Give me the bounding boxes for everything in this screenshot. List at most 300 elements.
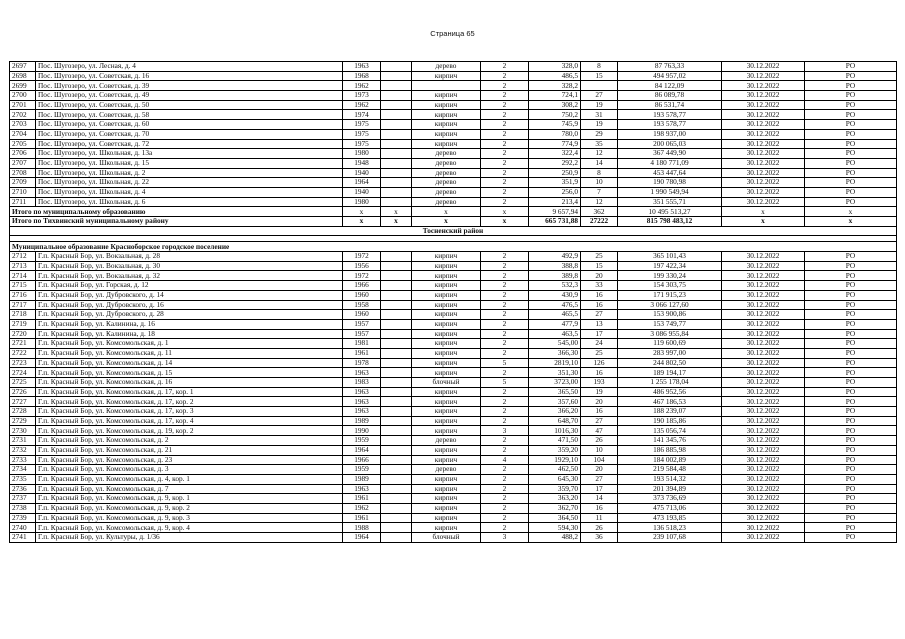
blank-cell <box>381 348 412 358</box>
cost-cell: 1 990 549,94 <box>618 187 722 197</box>
total-cost-cell: 815 798 483,12 <box>618 217 722 227</box>
address-cell: Г.п. Красный Бор, ул. Комсомольская, д. 9, кор. 3 <box>36 513 343 523</box>
row-number-cell: 2705 <box>10 139 36 149</box>
cost-cell: 171 915,23 <box>618 290 722 300</box>
row-number-cell: 2711 <box>10 197 36 207</box>
total-cost-cell: 10 495 513,27 <box>618 207 722 217</box>
type-cell: РО <box>805 197 897 207</box>
area-cell: 545,00 <box>529 339 581 349</box>
floors-cell: 2 <box>481 416 529 426</box>
residents-cell: 16 <box>581 368 618 378</box>
year-cell: 1961 <box>343 494 381 504</box>
area-cell: 292,2 <box>529 158 581 168</box>
year-cell: 1964 <box>343 533 381 543</box>
row-number-cell: 2720 <box>10 329 36 339</box>
area-cell: 351,9 <box>529 178 581 188</box>
blank-cell <box>381 149 412 159</box>
cost-cell: 239 107,68 <box>618 533 722 543</box>
total-blank-cell: x <box>381 217 412 227</box>
address-cell: Г.п. Красный Бор, ул. Комсомольская, д. 9, кор. 4 <box>36 523 343 533</box>
wall-material-cell: кирпич <box>412 252 481 262</box>
cost-cell: 201 394,89 <box>618 484 722 494</box>
year-cell: 1959 <box>343 465 381 475</box>
row-number-cell: 2700 <box>10 91 36 101</box>
floors-cell: 2 <box>481 261 529 271</box>
area-cell: 328,2 <box>529 81 581 91</box>
type-cell: РО <box>805 71 897 81</box>
wall-material-cell: кирпич <box>412 110 481 120</box>
address-cell: Г.п. Красный Бор, ул. Комсомольская, д. 23 <box>36 455 343 465</box>
blank-cell <box>381 455 412 465</box>
cost-cell: 197 422,34 <box>618 261 722 271</box>
date-cell: 30.12.2022 <box>722 436 805 446</box>
address-cell: Г.п. Красный Бор, ул. Комсомольская, д. 17, кор. 4 <box>36 416 343 426</box>
date-cell: 30.12.2022 <box>722 319 805 329</box>
area-cell: 250,9 <box>529 168 581 178</box>
wall-material-cell: блочный <box>412 378 481 388</box>
floors-cell: 2 <box>481 271 529 281</box>
area-cell: 362,70 <box>529 503 581 513</box>
wall-material-cell: кирпич <box>412 120 481 130</box>
cost-cell: 86 089,78 <box>618 91 722 101</box>
type-cell: РО <box>805 281 897 291</box>
address-cell: Г.п. Красный Бор, ул. Вокзальная, д. 32 <box>36 271 343 281</box>
year-cell: 1978 <box>343 358 381 368</box>
type-cell: РО <box>805 436 897 446</box>
floors-cell: 2 <box>481 387 529 397</box>
table-row <box>10 91 897 101</box>
table-row <box>10 110 897 120</box>
cost-cell: 494 957,02 <box>618 71 722 81</box>
date-cell: 30.12.2022 <box>722 358 805 368</box>
area-cell: 750,2 <box>529 110 581 120</box>
year-cell: 1968 <box>343 71 381 81</box>
year-cell: 1989 <box>343 416 381 426</box>
residents-cell: 19 <box>581 387 618 397</box>
area-cell: 492,9 <box>529 252 581 262</box>
row-number-cell: 2735 <box>10 474 36 484</box>
date-cell: 30.12.2022 <box>722 261 805 271</box>
row-number-cell: 2729 <box>10 416 36 426</box>
floors-cell: 2 <box>481 178 529 188</box>
year-cell: 1963 <box>343 62 381 72</box>
type-cell: РО <box>805 455 897 465</box>
table-row <box>10 187 897 197</box>
residents-cell: 20 <box>581 465 618 475</box>
row-number-cell: 2709 <box>10 178 36 188</box>
floors-cell: 2 <box>481 484 529 494</box>
municipality-heading: Муниципальное образование Красноборское городское поселение <box>10 242 897 252</box>
date-cell: 30.12.2022 <box>722 197 805 207</box>
table-row <box>10 129 897 139</box>
residents-cell: 25 <box>581 252 618 262</box>
wall-material-cell: кирпич <box>412 348 481 358</box>
type-cell: РО <box>805 465 897 475</box>
floors-cell: 2 <box>481 100 529 110</box>
area-cell: 366,20 <box>529 407 581 417</box>
year-cell: 1957 <box>343 319 381 329</box>
wall-material-cell: кирпич <box>412 523 481 533</box>
date-cell: 30.12.2022 <box>722 290 805 300</box>
address-cell: Пос. Шугозеро, ул. Школьная, д. 22 <box>36 178 343 188</box>
residents-cell: 17 <box>581 329 618 339</box>
residents-cell: 27 <box>581 310 618 320</box>
floors-cell: 2 <box>481 158 529 168</box>
year-cell: 1963 <box>343 484 381 494</box>
residents-cell: 193 <box>581 378 618 388</box>
cost-cell: 153 749,77 <box>618 319 722 329</box>
floors-cell: 2 <box>481 523 529 533</box>
residents-cell: 10 <box>581 178 618 188</box>
wall-material-cell: кирпич <box>412 100 481 110</box>
type-cell: РО <box>805 91 897 101</box>
year-cell: 1956 <box>343 261 381 271</box>
floors-cell: 2 <box>481 339 529 349</box>
year-cell: 1975 <box>343 129 381 139</box>
total-row-district <box>10 217 897 227</box>
table-row <box>10 407 897 417</box>
area-cell: 724,1 <box>529 91 581 101</box>
residents-cell: 27 <box>581 416 618 426</box>
residents-cell: 27 <box>581 474 618 484</box>
cost-cell: 4 180 771,09 <box>618 158 722 168</box>
type-cell: РО <box>805 445 897 455</box>
table-row <box>10 387 897 397</box>
date-cell: 30.12.2022 <box>722 455 805 465</box>
row-number-cell: 2697 <box>10 62 36 72</box>
date-cell: 30.12.2022 <box>722 445 805 455</box>
type-cell: РО <box>805 358 897 368</box>
floors-cell: 2 <box>481 348 529 358</box>
year-cell: 1940 <box>343 187 381 197</box>
row-number-cell: 2723 <box>10 358 36 368</box>
type-cell: РО <box>805 100 897 110</box>
wall-material-cell: дерево <box>412 168 481 178</box>
year-cell: 1960 <box>343 290 381 300</box>
year-cell: 1961 <box>343 348 381 358</box>
blank-cell <box>381 523 412 533</box>
type-cell: РО <box>805 310 897 320</box>
type-cell: РО <box>805 397 897 407</box>
row-number-cell: 2713 <box>10 261 36 271</box>
table-row <box>10 100 897 110</box>
blank-cell <box>381 178 412 188</box>
total-year-cell: x <box>343 207 381 217</box>
address-cell: Г.п. Красный Бор, ул. Комсомольская, д. 17, кор. 3 <box>36 407 343 417</box>
date-cell: 30.12.2022 <box>722 494 805 504</box>
address-cell: Г.п. Красный Бор, ул. Комсомольская, д. 15 <box>36 368 343 378</box>
cost-cell: 190 185,86 <box>618 416 722 426</box>
residents-cell: 14 <box>581 158 618 168</box>
cost-cell: 186 885,98 <box>618 445 722 455</box>
row-number-cell: 2727 <box>10 397 36 407</box>
floors-cell: 2 <box>481 91 529 101</box>
year-cell: 1961 <box>343 513 381 523</box>
year-cell: 1964 <box>343 178 381 188</box>
cost-cell: 135 056,74 <box>618 426 722 436</box>
type-cell: РО <box>805 252 897 262</box>
table-row <box>10 271 897 281</box>
table-row <box>10 319 897 329</box>
total-label: Итого по муниципальному образованию <box>10 207 343 217</box>
wall-material-cell: дерево <box>412 62 481 72</box>
area-cell: 3723,00 <box>529 378 581 388</box>
table-row <box>10 329 897 339</box>
type-cell: РО <box>805 120 897 130</box>
table-row <box>10 81 897 91</box>
table-row <box>10 168 897 178</box>
row-number-cell: 2740 <box>10 523 36 533</box>
date-cell: 30.12.2022 <box>722 378 805 388</box>
date-cell: 30.12.2022 <box>722 178 805 188</box>
cost-cell: 153 900,86 <box>618 310 722 320</box>
wall-material-cell: кирпич <box>412 281 481 291</box>
wall-material-cell: кирпич <box>412 474 481 484</box>
total-year-cell: x <box>343 217 381 227</box>
cost-cell: 198 937,00 <box>618 129 722 139</box>
page-number-label: Страница 65 <box>430 29 475 38</box>
year-cell: 1963 <box>343 397 381 407</box>
row-number-cell: 2704 <box>10 129 36 139</box>
wall-material-cell: кирпич <box>412 319 481 329</box>
residents-cell: 16 <box>581 503 618 513</box>
year-cell: 1972 <box>343 271 381 281</box>
total-date-cell: x <box>722 217 805 227</box>
table-row <box>10 426 897 436</box>
residents-cell: 126 <box>581 358 618 368</box>
area-cell: 1929,10 <box>529 455 581 465</box>
blank-cell <box>381 503 412 513</box>
date-cell: 30.12.2022 <box>722 387 805 397</box>
table-row <box>10 62 897 72</box>
residents-cell: 31 <box>581 110 618 120</box>
table-row <box>10 197 897 207</box>
date-cell: 30.12.2022 <box>722 62 805 72</box>
area-cell: 488,2 <box>529 533 581 543</box>
cost-cell: 473 193,85 <box>618 513 722 523</box>
address-cell: Пос. Шугозеро, ул. Школьная, д. 15 <box>36 158 343 168</box>
total-material-cell: x <box>412 207 481 217</box>
type-cell: РО <box>805 426 897 436</box>
address-cell: Пос. Шугозеро, ул. Советская, д. 70 <box>36 129 343 139</box>
wall-material-cell: кирпич <box>412 513 481 523</box>
wall-material-cell: кирпич <box>412 484 481 494</box>
blank-cell <box>381 110 412 120</box>
row-number-cell: 2721 <box>10 339 36 349</box>
cost-cell: 184 002,89 <box>618 455 722 465</box>
residents-cell: 36 <box>581 533 618 543</box>
type-cell: РО <box>805 178 897 188</box>
wall-material-cell: кирпич <box>412 310 481 320</box>
type-cell: РО <box>805 158 897 168</box>
address-cell: Г.п. Красный Бор, ул. Комсомольская, д. 9, кор. 1 <box>36 494 343 504</box>
wall-material-cell: кирпич <box>412 271 481 281</box>
date-cell: 30.12.2022 <box>722 100 805 110</box>
row-number-cell: 2718 <box>10 310 36 320</box>
row-number-cell: 2712 <box>10 252 36 262</box>
area-cell: 477,9 <box>529 319 581 329</box>
table-row <box>10 455 897 465</box>
type-cell: РО <box>805 474 897 484</box>
type-cell: РО <box>805 407 897 417</box>
area-cell: 774,9 <box>529 139 581 149</box>
date-cell: 30.12.2022 <box>722 513 805 523</box>
blank-cell <box>381 71 412 81</box>
cost-cell: 453 447,64 <box>618 168 722 178</box>
floors-cell: 2 <box>481 252 529 262</box>
row-number-cell: 2706 <box>10 149 36 159</box>
row-number-cell: 2738 <box>10 503 36 513</box>
row-number-cell: 2708 <box>10 168 36 178</box>
address-cell: Г.п. Красный Бор, ул. Комсомольская, д. 9, кор. 2 <box>36 503 343 513</box>
address-cell: Г.п. Красный Бор, ул. Комсомольская, д. 17, кор. 1 <box>36 387 343 397</box>
address-cell: Пос. Шугозеро, ул. Школьная, д. 6 <box>36 197 343 207</box>
type-cell: РО <box>805 533 897 543</box>
cost-cell: 188 239,07 <box>618 407 722 417</box>
date-cell: 30.12.2022 <box>722 252 805 262</box>
row-number-cell: 2719 <box>10 319 36 329</box>
date-cell: 30.12.2022 <box>722 329 805 339</box>
wall-material-cell: блочный <box>412 533 481 543</box>
date-cell: 30.12.2022 <box>722 465 805 475</box>
total-date-cell: x <box>722 207 805 217</box>
residents-cell: 25 <box>581 348 618 358</box>
cost-cell: 136 518,23 <box>618 523 722 533</box>
cost-cell: 200 065,03 <box>618 139 722 149</box>
type-cell: РО <box>805 139 897 149</box>
area-cell: 363,20 <box>529 494 581 504</box>
row-number-cell: 2702 <box>10 110 36 120</box>
blank-cell <box>381 271 412 281</box>
blank-cell <box>381 465 412 475</box>
blank-cell <box>381 310 412 320</box>
blank-cell <box>381 281 412 291</box>
blank-cell <box>381 290 412 300</box>
blank-cell <box>381 158 412 168</box>
area-cell: 1016,30 <box>529 426 581 436</box>
cost-cell: 3 086 955,84 <box>618 329 722 339</box>
area-cell: 389,8 <box>529 271 581 281</box>
date-cell: 30.12.2022 <box>722 129 805 139</box>
row-number-cell: 2739 <box>10 513 36 523</box>
residents-cell: 15 <box>581 261 618 271</box>
date-cell: 30.12.2022 <box>722 503 805 513</box>
cost-cell: 87 763,33 <box>618 62 722 72</box>
date-cell: 30.12.2022 <box>722 426 805 436</box>
residents-cell: 16 <box>581 300 618 310</box>
blank-cell <box>381 339 412 349</box>
floors-cell: 2 <box>481 71 529 81</box>
year-cell: 1940 <box>343 168 381 178</box>
date-cell: 30.12.2022 <box>722 339 805 349</box>
row-number-cell: 2736 <box>10 484 36 494</box>
address-cell: Г.п. Красный Бор, ул. Вокзальная, д. 30 <box>36 261 343 271</box>
blank-cell <box>381 358 412 368</box>
district-heading-row <box>10 226 897 236</box>
floors-cell: 5 <box>481 358 529 368</box>
cost-cell: 119 600,69 <box>618 339 722 349</box>
wall-material-cell: кирпич <box>412 397 481 407</box>
residents-cell: 26 <box>581 436 618 446</box>
floors-cell: 5 <box>481 378 529 388</box>
year-cell: 1973 <box>343 91 381 101</box>
date-cell: 30.12.2022 <box>722 407 805 417</box>
type-cell: РО <box>805 484 897 494</box>
blank-cell <box>381 484 412 494</box>
area-cell: 351,30 <box>529 368 581 378</box>
total-blank-cell: x <box>381 207 412 217</box>
type-cell: РО <box>805 513 897 523</box>
blank-cell <box>381 474 412 484</box>
area-cell: 471,50 <box>529 436 581 446</box>
type-cell: РО <box>805 368 897 378</box>
type-cell: РО <box>805 523 897 533</box>
residents-cell: 27 <box>581 91 618 101</box>
residents-cell: 29 <box>581 129 618 139</box>
year-cell: 1990 <box>343 426 381 436</box>
address-cell: Г.п. Красный Бор, ул. Комсомольская, д. 19, кор. 2 <box>36 426 343 436</box>
area-cell: 365,50 <box>529 387 581 397</box>
address-cell: Г.п. Красный Бор, ул. Комсомольская, д. 4, кор. 1 <box>36 474 343 484</box>
wall-material-cell: кирпич <box>412 339 481 349</box>
floors-cell: 2 <box>481 139 529 149</box>
wall-material-cell: дерево <box>412 436 481 446</box>
table-row <box>10 348 897 358</box>
area-cell: 2819,10 <box>529 358 581 368</box>
area-cell: 388,8 <box>529 261 581 271</box>
address-cell: Г.п. Красный Бор, ул. Дубровского, д. 16 <box>36 300 343 310</box>
blank-cell <box>381 494 412 504</box>
date-cell: 30.12.2022 <box>722 484 805 494</box>
type-cell: РО <box>805 378 897 388</box>
address-cell: Пос. Шугозеро, ул. Советская, д. 72 <box>36 139 343 149</box>
floors-cell: 2 <box>481 513 529 523</box>
row-number-cell: 2707 <box>10 158 36 168</box>
area-cell: 648,70 <box>529 416 581 426</box>
date-cell: 30.12.2022 <box>722 120 805 130</box>
residents-cell: 12 <box>581 197 618 207</box>
year-cell: 1966 <box>343 281 381 291</box>
type-cell: РО <box>805 271 897 281</box>
wall-material-cell: кирпич <box>412 139 481 149</box>
table-row <box>10 149 897 159</box>
floors-cell: 2 <box>481 503 529 513</box>
wall-material-cell: кирпич <box>412 503 481 513</box>
area-cell: 357,60 <box>529 397 581 407</box>
residents-cell: 33 <box>581 281 618 291</box>
floors-cell: 2 <box>481 120 529 130</box>
table-row <box>10 445 897 455</box>
wall-material-cell: кирпич <box>412 368 481 378</box>
area-cell: 359,20 <box>529 445 581 455</box>
residents-cell: 19 <box>581 120 618 130</box>
table-row <box>10 368 897 378</box>
area-cell: 463,5 <box>529 329 581 339</box>
area-cell: 256,0 <box>529 187 581 197</box>
address-cell: Г.п. Красный Бор, ул. Комсомольская, д. 3 <box>36 465 343 475</box>
wall-material-cell: дерево <box>412 178 481 188</box>
blank-cell <box>381 407 412 417</box>
date-cell: 30.12.2022 <box>722 533 805 543</box>
year-cell: 1983 <box>343 378 381 388</box>
total-label: Итого по Тихвинский муниципальному району <box>10 217 343 227</box>
year-cell: 1959 <box>343 436 381 446</box>
row-number-cell: 2726 <box>10 387 36 397</box>
blank-cell <box>381 378 412 388</box>
date-cell: 30.12.2022 <box>722 71 805 81</box>
wall-material-cell: кирпич <box>412 300 481 310</box>
row-number-cell: 2701 <box>10 100 36 110</box>
